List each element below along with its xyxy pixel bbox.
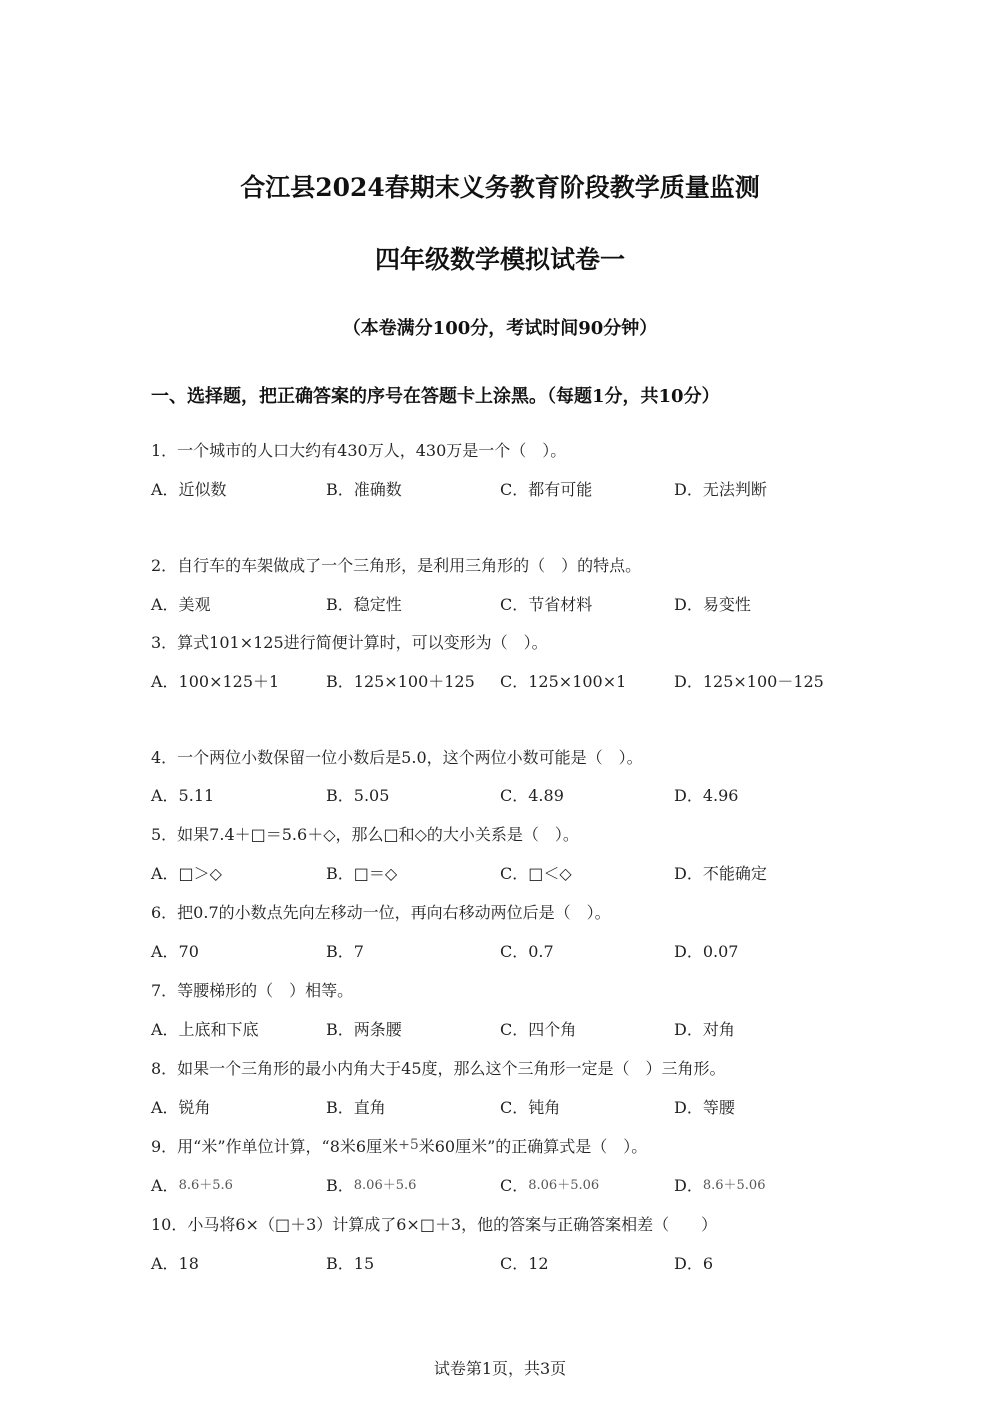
option-d[interactable]: D．不能确定 — [674, 864, 767, 883]
option-a[interactable]: A．近似数 — [151, 480, 227, 499]
option-d[interactable] — [674, 1173, 765, 1196]
option-b[interactable] — [326, 1173, 416, 1196]
option-a[interactable]: A．锐角 — [151, 1098, 211, 1117]
option-d[interactable]: D．对角 — [674, 1020, 735, 1039]
option-b[interactable]: B．7 — [326, 942, 364, 961]
question-2-options — [151, 592, 851, 616]
option-a[interactable]: A．□＞◇ — [151, 864, 222, 883]
option-d[interactable]: D．4.96 — [674, 786, 739, 805]
option-expression: 8.06＋5.06 — [528, 1178, 600, 1193]
option-d[interactable]: D．易变性 — [674, 595, 751, 614]
option-b[interactable]: B．两条腰 — [326, 1020, 402, 1039]
option-a[interactable]: A．100×125＋1 — [151, 672, 280, 691]
section-heading: 一、选择题，把正确答案的序号在答题卡上涂黑。（每题1分，共10分） — [151, 386, 720, 407]
option-d[interactable]: D．0.07 — [674, 942, 739, 961]
page-footer: 试卷第1页，共3页 — [433, 1359, 567, 1378]
question-3: 3．算式101×125进行简便计算时，可以变形为（ ）。 — [151, 633, 548, 652]
option-label: C． — [500, 1176, 529, 1195]
question-9-options — [151, 1173, 851, 1197]
option-expression: 8.06＋5.6 — [353, 1178, 417, 1193]
option-b[interactable]: B．5.05 — [326, 786, 390, 805]
option-expression: 8.6＋5.6 — [178, 1178, 233, 1193]
option-c[interactable]: C．0.7 — [500, 942, 554, 961]
option-d[interactable]: D．无法判断 — [674, 480, 767, 499]
option-expression: 8.6＋5.06 — [702, 1178, 766, 1193]
option-c[interactable]: C．节省材料 — [500, 595, 593, 614]
question-9 — [151, 1134, 647, 1157]
question-8-options — [151, 1095, 851, 1119]
option-d[interactable]: D．125×100－125 — [674, 672, 824, 691]
exam-subtitle: 四年级数学模拟试卷一 — [374, 245, 625, 274]
option-a[interactable]: A．5.11 — [151, 786, 215, 805]
option-b[interactable]: B．直角 — [326, 1098, 386, 1117]
option-c[interactable]: C．都有可能 — [500, 480, 593, 499]
question-9-text-start: 9．用“米”作单位计算，“8米6厘米 — [151, 1137, 399, 1156]
option-a[interactable]: A．美观 — [151, 595, 211, 614]
question-4: 4．一个两位小数保留一位小数后是5.0，这个两位小数可能是（ ）。 — [151, 748, 643, 767]
option-label: A． — [151, 1176, 179, 1195]
option-c[interactable]: C．四个角 — [500, 1020, 577, 1039]
option-a[interactable]: A．18 — [151, 1254, 199, 1273]
option-label: D． — [674, 1176, 703, 1195]
option-c[interactable]: C．125×100×1 — [500, 672, 627, 691]
option-a[interactable]: A．70 — [151, 942, 199, 961]
question-2: 2．自行车的车架做成了一个三角形，是利用三角形的（ ）的特点。 — [151, 556, 642, 575]
question-1-options — [151, 477, 851, 501]
option-b[interactable]: B．稳定性 — [326, 595, 402, 614]
option-b[interactable]: B．准确数 — [326, 480, 402, 499]
question-8: 8．如果一个三角形的最小内角大于45度，那么这个三角形一定是（ ）三角形。 — [151, 1059, 726, 1078]
option-a[interactable] — [151, 1173, 233, 1196]
option-c[interactable]: C．12 — [500, 1254, 549, 1273]
question-10: 10．小马将6×（□＋3）计算成了6×□＋3，他的答案与正确答案相差（ ） — [151, 1215, 718, 1234]
question-1: 1．一个城市的人口大约有430万人，430万是一个（ ）。 — [151, 441, 567, 460]
option-c[interactable]: C．4.89 — [500, 786, 564, 805]
option-c[interactable]: C．钝角 — [500, 1098, 561, 1117]
question-7-options — [151, 1017, 851, 1041]
question-3-options — [151, 669, 851, 693]
option-c[interactable] — [500, 1173, 599, 1196]
question-5-options — [151, 861, 851, 885]
question-4-options — [151, 783, 851, 807]
question-10-options — [151, 1251, 851, 1275]
question-6: 6．把0.7的小数点先向左移动一位，再向右移动两位后是（ ）。 — [151, 903, 611, 922]
exam-info: （本卷满分100分，考试时间90分钟） — [342, 318, 658, 339]
option-b[interactable]: B．15 — [326, 1254, 375, 1273]
option-a[interactable]: A．上底和下底 — [151, 1020, 259, 1039]
question-6-options — [151, 939, 851, 963]
question-9-text-end: 米60厘米”的正确算式是（ ）。 — [418, 1137, 648, 1156]
question-7: 7．等腰梯形的（ ）相等。 — [151, 981, 354, 1000]
option-d[interactable]: D．等腰 — [674, 1098, 735, 1117]
exam-title: 合江县2024春期末义务教育阶段教学质量监测 — [240, 173, 760, 202]
question-9-operator: +5 — [398, 1137, 419, 1153]
option-d[interactable]: D．6 — [674, 1254, 714, 1273]
option-b[interactable]: B．□＝◇ — [326, 864, 398, 883]
option-c[interactable]: C．□＜◇ — [500, 864, 572, 883]
question-5: 5．如果7.4＋□＝5.6＋◇，那么□和◇的大小关系是（ ）。 — [151, 825, 579, 844]
option-b[interactable]: B．125×100＋125 — [326, 672, 475, 691]
option-label: B． — [326, 1176, 354, 1195]
